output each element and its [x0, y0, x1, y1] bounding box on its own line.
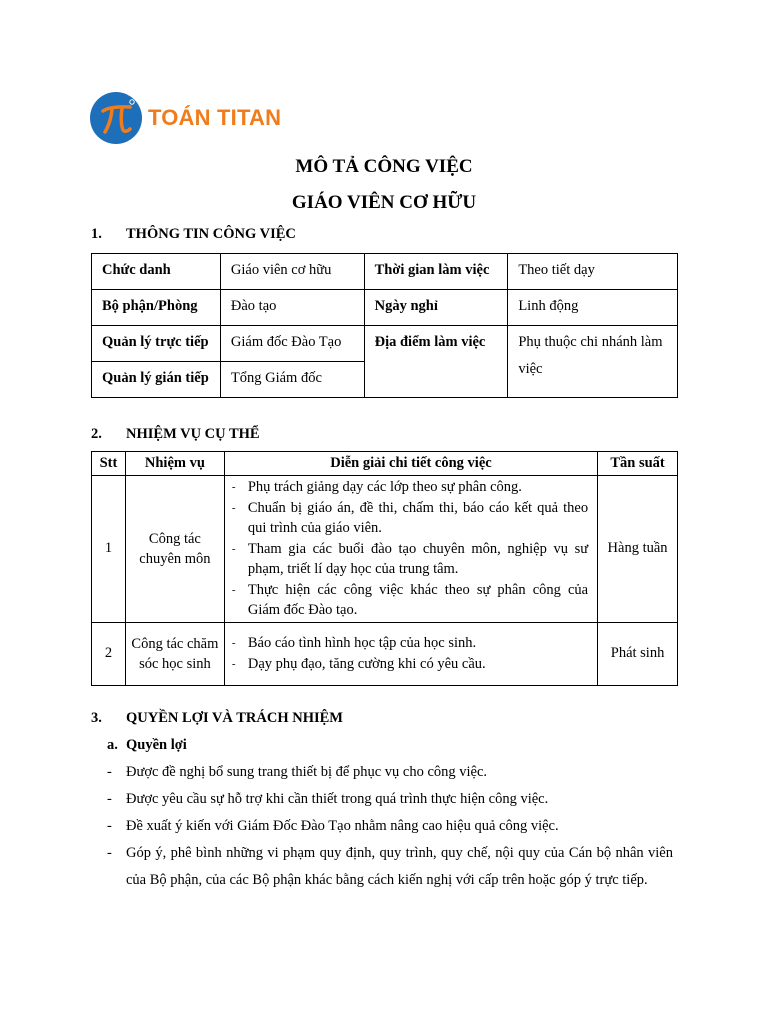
benefit-text: Đề xuất ý kiến với Giám Đốc Đào Tạo nhằm nâng cao hiệu quả công việc.: [126, 818, 559, 834]
section-title: QUYỀN LỢI VÀ TRÁCH NHIỆM: [126, 710, 343, 726]
column-header-detail: Diễn giải chi tiết công việc: [224, 452, 597, 476]
info-value: Phụ thuộc chi nhánh làm việc: [508, 326, 678, 398]
column-header-frequency: Tần suất: [598, 452, 678, 476]
document-subtitle: GIÁO VIÊN CƠ HỮU: [291, 192, 477, 213]
section-number: 2.: [91, 426, 102, 442]
list-item: - Phụ trách giảng dạy các lớp theo sự phân công.: [226, 477, 596, 498]
info-label: Ngày nghỉ: [364, 290, 508, 326]
section-heading-3: [91, 710, 343, 727]
info-label: Quản lý trực tiếp: [92, 326, 221, 362]
subsection-heading-a: [107, 737, 187, 754]
table-row: [92, 290, 678, 326]
table-row: [92, 326, 678, 362]
section-number: 3.: [91, 710, 102, 726]
benefit-text: Được đề nghị bổ sung trang thiết bị để phục vụ cho công việc.: [126, 764, 488, 780]
task-details: [224, 476, 597, 623]
logo-brand-text: TOÁN TITAN: [148, 105, 282, 130]
info-label: Thời gian làm việc: [364, 254, 508, 290]
benefit-text: Góp ý, phê bình những vi phạm quy định, quy trình, quy chế, nội quy của Cán bộ nhân viên của Bộ phận, của các Bộ phận khác bằng cách kiến nghị với cấp trên hoặc góp ý trực tiếp.: [126, 845, 673, 888]
task-frequency: Hàng tuần: [598, 476, 678, 623]
list-item: - Báo cáo tình hình học tập của học sinh.: [226, 633, 596, 654]
task-name: Công tác chăm sóc học sinh: [125, 622, 224, 685]
info-value: Đào tạo: [220, 290, 364, 326]
info-value: Theo tiết dạy: [508, 254, 678, 290]
list-item: - Góp ý, phê bình những vi phạm quy định, quy trình, quy chế, nội quy của Cán bộ nhân viên của Bộ phận, của các Bộ phận khác bằng cách kiến nghị với cấp trên hoặc góp ý trực tiếp.: [107, 845, 673, 888]
section-heading-2: [91, 426, 260, 443]
pi-logo-icon: [90, 92, 142, 144]
section-heading-1: [91, 226, 296, 243]
list-item: - Chuẩn bị giáo án, đề thi, chấm thi, báo cáo kết quả theo qui trình của giáo viên.: [226, 498, 596, 539]
subsection-letter: a.: [107, 737, 118, 753]
company-logo: [90, 92, 281, 144]
section-title: THÔNG TIN CÔNG VIỆC: [126, 226, 296, 242]
subsection-title: Quyền lợi: [126, 737, 187, 753]
task-details: [224, 622, 597, 685]
column-header-task: Nhiệm vụ: [125, 452, 224, 476]
section-title: NHIỆM VỤ CỤ THỂ: [126, 426, 260, 442]
document-title: MÔ TẢ CÔNG VIỆC: [295, 156, 473, 177]
info-value: Giám đốc Đào Tạo: [220, 326, 364, 362]
benefit-text: Được yêu cầu sự hỗ trợ khi cần thiết trong quá trình thực hiện công việc.: [126, 791, 549, 807]
job-info-table: [91, 253, 678, 398]
info-label: Bộ phận/Phòng: [92, 290, 221, 326]
task-name: Công tác chuyên môn: [125, 476, 224, 623]
table-header-row: [92, 452, 678, 476]
info-value: Linh động: [508, 290, 678, 326]
section-number: 1.: [91, 226, 102, 242]
list-item: - Tham gia các buổi đào tạo chuyên môn, nghiệp vụ sư phạm, triết lí dạy học của trung tâm.: [226, 539, 596, 580]
task-number: 1: [92, 476, 126, 623]
task-frequency: Phát sinh: [598, 622, 678, 685]
info-value: Giáo viên cơ hữu: [220, 254, 364, 290]
list-item: - Được yêu cầu sự hỗ trợ khi cần thiết trong quá trình thực hiện công việc.: [107, 791, 549, 807]
info-label: Chức danh: [92, 254, 221, 290]
benefits-list: [107, 759, 673, 894]
column-header-stt: Stt: [92, 452, 126, 476]
info-label: Quản lý gián tiếp: [92, 362, 221, 398]
list-item: - Đề xuất ý kiến với Giám Đốc Đào Tạo nhằm nâng cao hiệu quả công việc.: [107, 818, 559, 834]
info-value: Tổng Giám đốc: [220, 362, 364, 398]
table-row: [92, 476, 678, 623]
tasks-table: [91, 451, 678, 686]
list-item: - Được đề nghị bổ sung trang thiết bị để phục vụ cho công việc.: [107, 764, 488, 780]
task-number: 2: [92, 622, 126, 685]
table-row: [92, 254, 678, 290]
list-item: - Dạy phụ đạo, tăng cường khi có yêu cầu.: [226, 654, 596, 675]
list-item: - Thực hiện các công việc khác theo sự phân công của Giám đốc Đào tạo.: [226, 580, 596, 621]
table-row: [92, 622, 678, 685]
info-label: Địa điểm làm việc: [364, 326, 508, 398]
